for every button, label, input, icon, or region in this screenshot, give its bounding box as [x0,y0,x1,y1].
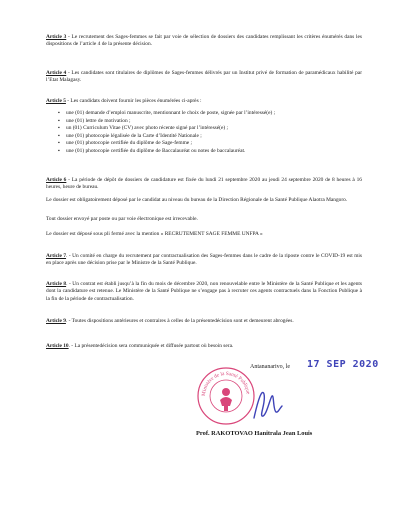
article-8 [46,281,362,303]
article-8-text: . - Un contrat est établi jusqu’à la fin du mois de décembre 2020, non renouvelable entre le Ministère de la Santé Publique et les agents dont la candidature est retenue. Le Ministère de la Santé Publique ne s’engage pas à recruter ces agents contractuels dans la Fonction Publique à la fin de la période de contractualisation. [46,281,362,302]
list-item: ▪ une (01) photocopie certifiée du diplôme de Baccalauréat ou notes de baccalauréat. [58,148,360,156]
list-item: ▪ une (01) photocopie certifiée du diplôme de Sage-femme ; [58,140,360,148]
article-3 [46,34,362,49]
article-4 [46,70,362,85]
list-item: ▪ une (01) lettre de motivation ; [58,118,360,126]
article-10 [46,343,362,350]
article-8-label: Article 8 [46,281,67,287]
seal-text: Ministère de la Santé Publique [200,370,251,397]
pieces-list [58,110,360,156]
article-6-text: - La période de dépôt de dossiers de candidature est fixée du lundi 21 septembre 2020 au jeudi 24 septembre 2020 de 8 heures à 16 heures, heure de bureau. [46,177,362,191]
article-6 [46,177,362,192]
signature [246,380,286,430]
article-3-label: Article 3 [46,34,67,40]
article-7-label: Article 7 [46,253,67,259]
article-3-text: - Le recrutement des Sages-femmes se fait par voie de sélection de dossiers des candidates remplissant les critères énumérés dans les dispositions de l’article 4 de la présente décision. [46,34,362,48]
irrecevable-paragraph: Tout dossier envoyé par poste ou par voie électronique est irrecevable. [46,216,198,222]
article-4-text: - Les candidates sont titulaires de diplômes de Sages-femmes délivrés par un Institut privé de formation de paramédicaux habilité par l’Etat Malagasy. [46,70,362,84]
article-5 [46,98,362,105]
list-item: ▪ une (01) demande d’emploi manuscrite, mentionnant le choix de poste, signée par l’intéressé(e) ; [58,110,360,118]
list-item: ▪ une (01) photocopie légalisée de la Carte d’Identité Nationale ; [58,133,360,141]
article-7-text: . - Un comité en charge du recrutement par contractualisation des Sages-femmes dans le cadre de la riposte contre le COVID-19 est mis en place après une décision prise par le Ministre de la Santé Publique. [46,253,362,267]
signer-name: Prof. RAKOTOVAO Hanitrala Jean Louis [196,430,313,437]
article-10-label: Article 10 [46,343,69,349]
list-item: ▪ un (01) Curriculum Vitae (CV) avec photo récente signé par l’intéressé(e) ; [58,125,360,133]
article-6-label: Article 6 [46,177,67,183]
article-9-label: Article 9 [46,318,66,324]
article-10-text: . - La présentedécision sera communiquée et diffusée partout où besoin sera. [68,343,234,349]
article-7 [46,253,362,268]
article-4-label: Article 4 [46,70,67,76]
article-5-label: Article 5 [46,98,66,104]
article-9 [46,318,362,325]
article-9-text: . - Toutes dispositions antérieures et contraires à celles de la présentedécision sont et demeurent abrogées. [65,318,294,324]
place-line: Antananarivo, le [250,364,290,370]
date-stamp: 17 SEP 2020 [307,359,379,370]
depot-paragraph: Le dossier est obligatoirement déposé par le candidat au niveau du bureau de la Direction Régionale de la Santé Publique Alaotra Mangoro. [46,197,348,203]
mention-paragraph: Le dossier est déposé sous pli fermé avec la mention « RECRUTEMENT SAGE FEMME UNFPA » [46,231,263,237]
article-5-text: - Les candidats doivent fournir les pièces énumérées ci-après : [65,98,202,104]
